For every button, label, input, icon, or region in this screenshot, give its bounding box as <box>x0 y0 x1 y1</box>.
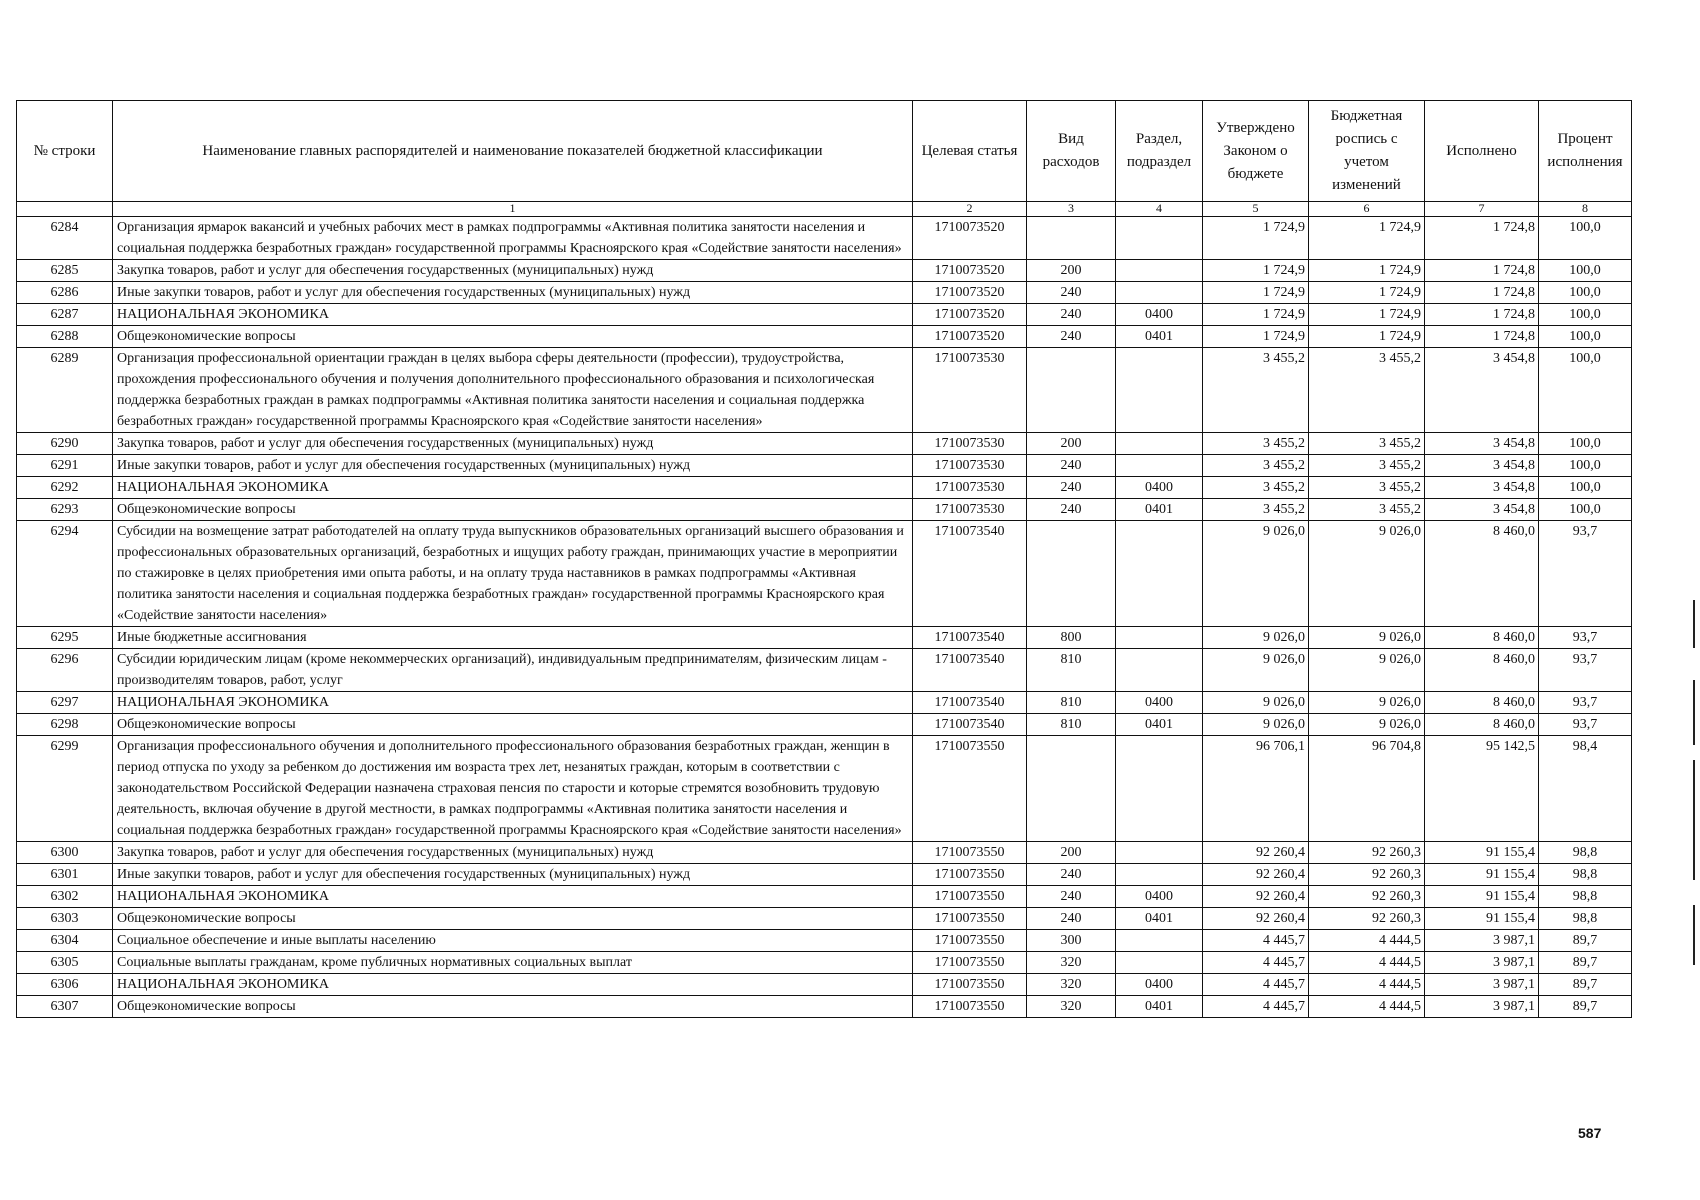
row-number-cell: 6297 <box>17 692 113 714</box>
executed-amount-cell: 3 454,8 <box>1425 433 1539 455</box>
budget-list-amount-cell: 1 724,9 <box>1309 326 1425 348</box>
table-row <box>17 348 1632 433</box>
percent-cell: 93,7 <box>1539 649 1632 692</box>
approved-amount-cell: 1 724,9 <box>1203 282 1309 304</box>
budget-list-amount-cell: 1 724,9 <box>1309 304 1425 326</box>
executed-amount-cell: 1 724,8 <box>1425 304 1539 326</box>
section-cell <box>1116 952 1203 974</box>
row-number-cell: 6306 <box>17 974 113 996</box>
percent-cell: 100,0 <box>1539 499 1632 521</box>
column-number: 5 <box>1203 202 1309 217</box>
table-row <box>17 886 1632 908</box>
column-number: 4 <box>1116 202 1203 217</box>
table-row <box>17 260 1632 282</box>
row-name-cell: Организация профессиональной ориентации граждан в целях выбора сферы деятельности (профессии), трудоустройства, прохождения профессионального обучения и получения дополнительного профессионального образования и психологическая поддержка безработных граждан в рамках подпрограммы «Активная политика занятости населения и социальная поддержка безработных граждан» государственной программы Красноярского края «Содействие занятости населения» <box>113 348 913 433</box>
expense-type-cell <box>1027 348 1116 433</box>
row-name-cell: Закупка товаров, работ и услуг для обеспечения государственных (муниципальных) нужд <box>113 433 913 455</box>
row-number-cell: 6300 <box>17 842 113 864</box>
section-cell <box>1116 433 1203 455</box>
row-number-cell: 6288 <box>17 326 113 348</box>
expense-type-cell: 240 <box>1027 455 1116 477</box>
approved-amount-cell: 4 445,7 <box>1203 996 1309 1018</box>
approved-amount-cell: 92 260,4 <box>1203 864 1309 886</box>
table-row <box>17 282 1632 304</box>
target-article-cell: 1710073550 <box>913 842 1027 864</box>
table-row <box>17 455 1632 477</box>
section-cell: 0401 <box>1116 996 1203 1018</box>
budget-list-amount-cell: 3 455,2 <box>1309 348 1425 433</box>
column-number: 6 <box>1309 202 1425 217</box>
executed-amount-cell: 1 724,8 <box>1425 326 1539 348</box>
executed-amount-cell: 3 454,8 <box>1425 499 1539 521</box>
target-article-cell: 1710073550 <box>913 996 1027 1018</box>
approved-amount-cell: 3 455,2 <box>1203 455 1309 477</box>
table-row <box>17 627 1632 649</box>
executed-amount-cell: 8 460,0 <box>1425 649 1539 692</box>
percent-cell: 100,0 <box>1539 304 1632 326</box>
budget-list-amount-cell: 1 724,9 <box>1309 282 1425 304</box>
target-article-cell: 1710073550 <box>913 864 1027 886</box>
executed-amount-cell: 91 155,4 <box>1425 864 1539 886</box>
target-article-cell: 1710073520 <box>913 260 1027 282</box>
column-number: 8 <box>1539 202 1632 217</box>
budget-list-amount-cell: 92 260,3 <box>1309 864 1425 886</box>
header-name: Наименование главных распорядителей и наименование показателей бюджетной классификации <box>113 101 913 202</box>
expense-type-cell: 320 <box>1027 974 1116 996</box>
table-row <box>17 521 1632 627</box>
target-article-cell: 1710073520 <box>913 217 1027 260</box>
row-number-cell: 6287 <box>17 304 113 326</box>
row-number-cell: 6296 <box>17 649 113 692</box>
approved-amount-cell: 1 724,9 <box>1203 217 1309 260</box>
section-cell: 0400 <box>1116 477 1203 499</box>
row-name-cell: Общеэкономические вопросы <box>113 714 913 736</box>
row-name-cell: Организация ярмарок вакансий и учебных рабочих мест в рамках подпрограммы «Активная политика занятости населения и социальная поддержка безработных граждан» государственной программы Красноярского края «Содействие занятости населения» <box>113 217 913 260</box>
executed-amount-cell: 1 724,8 <box>1425 282 1539 304</box>
percent-cell: 98,8 <box>1539 886 1632 908</box>
row-name-cell: Общеэкономические вопросы <box>113 326 913 348</box>
section-cell <box>1116 282 1203 304</box>
executed-amount-cell: 8 460,0 <box>1425 692 1539 714</box>
target-article-cell: 1710073540 <box>913 521 1027 627</box>
table-row <box>17 974 1632 996</box>
row-name-cell: Организация профессионального обучения и дополнительного профессионального образования безработных граждан, женщин в период отпуска по уходу за ребенком до достижения им возраста трех лет, незанятых граждан, которым в соответствии с законодательством Российской Федерации назначена страховая пенсия по старости и которые стремятся возобновить трудовую деятельность, включая обучение в другой местности, в рамках подпрограммы «Активная политика занятости населения и социальная поддержка безработных граждан» государственной программы Красноярского края «Содействие занятости населения» <box>113 736 913 842</box>
table-row <box>17 952 1632 974</box>
page-number: 587 <box>1578 1125 1602 1141</box>
executed-amount-cell: 3 987,1 <box>1425 930 1539 952</box>
row-number-cell: 6289 <box>17 348 113 433</box>
budget-list-amount-cell: 9 026,0 <box>1309 649 1425 692</box>
row-number-cell: 6295 <box>17 627 113 649</box>
executed-amount-cell: 3 454,8 <box>1425 477 1539 499</box>
section-cell <box>1116 842 1203 864</box>
approved-amount-cell: 4 445,7 <box>1203 930 1309 952</box>
header-approved: Утверждено Законом о бюджете <box>1203 101 1309 202</box>
row-name-cell: Иные закупки товаров, работ и услуг для обеспечения государственных (муниципальных) нужд <box>113 455 913 477</box>
table-row <box>17 842 1632 864</box>
percent-cell: 98,4 <box>1539 736 1632 842</box>
budget-list-amount-cell: 92 260,3 <box>1309 886 1425 908</box>
section-cell: 0401 <box>1116 714 1203 736</box>
expense-type-cell <box>1027 217 1116 260</box>
percent-cell: 100,0 <box>1539 477 1632 499</box>
table-header-row <box>17 101 1632 202</box>
table-body <box>17 202 1632 1018</box>
expense-type-cell: 810 <box>1027 649 1116 692</box>
expense-type-cell: 300 <box>1027 930 1116 952</box>
row-name-cell: Общеэкономические вопросы <box>113 908 913 930</box>
budget-list-amount-cell: 3 455,2 <box>1309 499 1425 521</box>
target-article-cell: 1710073530 <box>913 433 1027 455</box>
row-number-cell: 6307 <box>17 996 113 1018</box>
row-name-cell: Иные закупки товаров, работ и услуг для обеспечения государственных (муниципальных) нужд <box>113 282 913 304</box>
row-number-cell: 6292 <box>17 477 113 499</box>
percent-cell: 100,0 <box>1539 260 1632 282</box>
row-number-cell: 6304 <box>17 930 113 952</box>
executed-amount-cell: 8 460,0 <box>1425 521 1539 627</box>
section-cell: 0400 <box>1116 692 1203 714</box>
column-number: 1 <box>113 202 913 217</box>
budget-table <box>16 100 1632 1018</box>
header-executed: Исполнено <box>1425 101 1539 202</box>
budget-list-amount-cell: 4 444,5 <box>1309 974 1425 996</box>
row-name-cell: Иные бюджетные ассигнования <box>113 627 913 649</box>
budget-list-amount-cell: 1 724,9 <box>1309 217 1425 260</box>
expense-type-cell: 320 <box>1027 952 1116 974</box>
table-row <box>17 996 1632 1018</box>
table-row <box>17 304 1632 326</box>
section-cell <box>1116 521 1203 627</box>
expense-type-cell: 320 <box>1027 996 1116 1018</box>
row-name-cell: Субсидии на возмещение затрат работодателей на оплату труда выпускников образовательных организаций высшего образования и профессиональных образовательных организаций, безработных и ищущих работу граждан, принимающих участие в мероприятии по стажировке в целях приобретения ими опыта работы, и на оплату труда наставников в рамках подпрограммы «Активная политика занятости населения и социальная поддержка безработных граждан» государственной программы Красноярского края «Содействие занятости населения» <box>113 521 913 627</box>
section-cell: 0401 <box>1116 499 1203 521</box>
approved-amount-cell: 9 026,0 <box>1203 521 1309 627</box>
column-number: 3 <box>1027 202 1116 217</box>
percent-cell: 89,7 <box>1539 996 1632 1018</box>
table-row <box>17 217 1632 260</box>
header-expense-type: Вид расходов <box>1027 101 1116 202</box>
executed-amount-cell: 3 987,1 <box>1425 996 1539 1018</box>
target-article-cell: 1710073550 <box>913 974 1027 996</box>
row-number-cell: 6286 <box>17 282 113 304</box>
approved-amount-cell: 1 724,9 <box>1203 260 1309 282</box>
table-row <box>17 908 1632 930</box>
approved-amount-cell: 9 026,0 <box>1203 627 1309 649</box>
expense-type-cell: 800 <box>1027 627 1116 649</box>
budget-sheet <box>16 100 1631 1018</box>
expense-type-cell: 240 <box>1027 499 1116 521</box>
budget-list-amount-cell: 3 455,2 <box>1309 477 1425 499</box>
expense-type-cell: 810 <box>1027 692 1116 714</box>
section-cell: 0400 <box>1116 974 1203 996</box>
executed-amount-cell: 3 454,8 <box>1425 455 1539 477</box>
row-number-cell: 6298 <box>17 714 113 736</box>
scan-edge-mark <box>1693 760 1695 880</box>
target-article-cell: 1710073520 <box>913 326 1027 348</box>
column-number-blank <box>17 202 113 217</box>
target-article-cell: 1710073530 <box>913 348 1027 433</box>
scan-edge-mark <box>1693 680 1695 745</box>
percent-cell: 93,7 <box>1539 521 1632 627</box>
table-row <box>17 326 1632 348</box>
percent-cell: 98,8 <box>1539 908 1632 930</box>
section-cell <box>1116 930 1203 952</box>
executed-amount-cell: 1 724,8 <box>1425 260 1539 282</box>
executed-amount-cell: 1 724,8 <box>1425 217 1539 260</box>
expense-type-cell: 200 <box>1027 433 1116 455</box>
percent-cell: 89,7 <box>1539 974 1632 996</box>
section-cell <box>1116 455 1203 477</box>
row-name-cell: Общеэкономические вопросы <box>113 499 913 521</box>
scan-edge-mark <box>1693 600 1695 648</box>
table-row <box>17 692 1632 714</box>
executed-amount-cell: 95 142,5 <box>1425 736 1539 842</box>
row-number-cell: 6305 <box>17 952 113 974</box>
executed-amount-cell: 8 460,0 <box>1425 627 1539 649</box>
target-article-cell: 1710073540 <box>913 627 1027 649</box>
row-name-cell: НАЦИОНАЛЬНАЯ ЭКОНОМИКА <box>113 974 913 996</box>
budget-list-amount-cell: 96 704,8 <box>1309 736 1425 842</box>
table-row <box>17 499 1632 521</box>
expense-type-cell: 240 <box>1027 886 1116 908</box>
target-article-cell: 1710073540 <box>913 692 1027 714</box>
executed-amount-cell: 91 155,4 <box>1425 908 1539 930</box>
expense-type-cell: 240 <box>1027 908 1116 930</box>
expense-type-cell: 200 <box>1027 260 1116 282</box>
executed-amount-cell: 3 987,1 <box>1425 974 1539 996</box>
section-cell: 0401 <box>1116 908 1203 930</box>
target-article-cell: 1710073540 <box>913 714 1027 736</box>
row-number-cell: 6284 <box>17 217 113 260</box>
header-target: Целевая статья <box>913 101 1027 202</box>
target-article-cell: 1710073530 <box>913 499 1027 521</box>
target-article-cell: 1710073520 <box>913 304 1027 326</box>
executed-amount-cell: 3 987,1 <box>1425 952 1539 974</box>
percent-cell: 93,7 <box>1539 627 1632 649</box>
row-number-cell: 6291 <box>17 455 113 477</box>
section-cell <box>1116 864 1203 886</box>
percent-cell: 100,0 <box>1539 348 1632 433</box>
row-name-cell: НАЦИОНАЛЬНАЯ ЭКОНОМИКА <box>113 304 913 326</box>
expense-type-cell: 240 <box>1027 477 1116 499</box>
expense-type-cell <box>1027 521 1116 627</box>
section-cell: 0400 <box>1116 304 1203 326</box>
row-name-cell: НАЦИОНАЛЬНАЯ ЭКОНОМИКА <box>113 886 913 908</box>
row-name-cell: НАЦИОНАЛЬНАЯ ЭКОНОМИКА <box>113 692 913 714</box>
approved-amount-cell: 3 455,2 <box>1203 499 1309 521</box>
percent-cell: 100,0 <box>1539 433 1632 455</box>
budget-list-amount-cell: 9 026,0 <box>1309 627 1425 649</box>
header-percent: Процент исполнения <box>1539 101 1632 202</box>
row-name-cell: Социальное обеспечение и иные выплаты населению <box>113 930 913 952</box>
scan-edge-mark <box>1693 905 1695 965</box>
percent-cell: 93,7 <box>1539 714 1632 736</box>
budget-list-amount-cell: 9 026,0 <box>1309 714 1425 736</box>
section-cell <box>1116 649 1203 692</box>
row-number-cell: 6303 <box>17 908 113 930</box>
expense-type-cell: 810 <box>1027 714 1116 736</box>
row-name-cell: Социальные выплаты гражданам, кроме публичных нормативных социальных выплат <box>113 952 913 974</box>
expense-type-cell: 200 <box>1027 842 1116 864</box>
expense-type-cell: 240 <box>1027 304 1116 326</box>
percent-cell: 93,7 <box>1539 692 1632 714</box>
section-cell <box>1116 260 1203 282</box>
table-row <box>17 864 1632 886</box>
budget-list-amount-cell: 3 455,2 <box>1309 433 1425 455</box>
row-name-cell: Общеэкономические вопросы <box>113 996 913 1018</box>
executed-amount-cell: 91 155,4 <box>1425 842 1539 864</box>
executed-amount-cell: 8 460,0 <box>1425 714 1539 736</box>
target-article-cell: 1710073530 <box>913 455 1027 477</box>
approved-amount-cell: 9 026,0 <box>1203 649 1309 692</box>
header-budget-list: Бюджетная роспись с учетом изменений <box>1309 101 1425 202</box>
budget-list-amount-cell: 9 026,0 <box>1309 692 1425 714</box>
target-article-cell: 1710073540 <box>913 649 1027 692</box>
budget-list-amount-cell: 9 026,0 <box>1309 521 1425 627</box>
row-number-cell: 6294 <box>17 521 113 627</box>
budget-list-amount-cell: 4 444,5 <box>1309 996 1425 1018</box>
row-number-cell: 6301 <box>17 864 113 886</box>
approved-amount-cell: 9 026,0 <box>1203 692 1309 714</box>
budget-list-amount-cell: 92 260,3 <box>1309 842 1425 864</box>
percent-cell: 100,0 <box>1539 326 1632 348</box>
row-number-cell: 6290 <box>17 433 113 455</box>
approved-amount-cell: 92 260,4 <box>1203 842 1309 864</box>
table-row <box>17 477 1632 499</box>
percent-cell: 98,8 <box>1539 864 1632 886</box>
column-number-row <box>17 202 1632 217</box>
executed-amount-cell: 91 155,4 <box>1425 886 1539 908</box>
column-number: 7 <box>1425 202 1539 217</box>
section-cell <box>1116 627 1203 649</box>
approved-amount-cell: 4 445,7 <box>1203 952 1309 974</box>
approved-amount-cell: 4 445,7 <box>1203 974 1309 996</box>
percent-cell: 89,7 <box>1539 930 1632 952</box>
table-row <box>17 930 1632 952</box>
section-cell: 0401 <box>1116 326 1203 348</box>
percent-cell: 100,0 <box>1539 217 1632 260</box>
approved-amount-cell: 3 455,2 <box>1203 433 1309 455</box>
approved-amount-cell: 3 455,2 <box>1203 348 1309 433</box>
table-row <box>17 714 1632 736</box>
header-section: Раздел, подраздел <box>1116 101 1203 202</box>
approved-amount-cell: 1 724,9 <box>1203 326 1309 348</box>
target-article-cell: 1710073550 <box>913 952 1027 974</box>
row-number-cell: 6302 <box>17 886 113 908</box>
section-cell: 0400 <box>1116 886 1203 908</box>
column-number: 2 <box>913 202 1027 217</box>
table-row <box>17 736 1632 842</box>
budget-list-amount-cell: 92 260,3 <box>1309 908 1425 930</box>
table-row <box>17 649 1632 692</box>
table-row <box>17 433 1632 455</box>
approved-amount-cell: 92 260,4 <box>1203 908 1309 930</box>
budget-list-amount-cell: 4 444,5 <box>1309 930 1425 952</box>
approved-amount-cell: 1 724,9 <box>1203 304 1309 326</box>
section-cell <box>1116 736 1203 842</box>
budget-list-amount-cell: 3 455,2 <box>1309 455 1425 477</box>
target-article-cell: 1710073550 <box>913 736 1027 842</box>
expense-type-cell: 240 <box>1027 282 1116 304</box>
section-cell <box>1116 217 1203 260</box>
budget-list-amount-cell: 4 444,5 <box>1309 952 1425 974</box>
approved-amount-cell: 96 706,1 <box>1203 736 1309 842</box>
target-article-cell: 1710073550 <box>913 908 1027 930</box>
percent-cell: 89,7 <box>1539 952 1632 974</box>
header-row-no: № строки <box>17 101 113 202</box>
expense-type-cell <box>1027 736 1116 842</box>
row-name-cell: Закупка товаров, работ и услуг для обеспечения государственных (муниципальных) нужд <box>113 842 913 864</box>
expense-type-cell: 240 <box>1027 326 1116 348</box>
row-number-cell: 6299 <box>17 736 113 842</box>
target-article-cell: 1710073520 <box>913 282 1027 304</box>
section-cell <box>1116 348 1203 433</box>
percent-cell: 98,8 <box>1539 842 1632 864</box>
row-number-cell: 6293 <box>17 499 113 521</box>
row-number-cell: 6285 <box>17 260 113 282</box>
target-article-cell: 1710073550 <box>913 886 1027 908</box>
row-name-cell: Субсидии юридическим лицам (кроме некоммерческих организаций), индивидуальным предпринимателям, физическим лицам - производителям товаров, работ, услуг <box>113 649 913 692</box>
row-name-cell: Закупка товаров, работ и услуг для обеспечения государственных (муниципальных) нужд <box>113 260 913 282</box>
target-article-cell: 1710073530 <box>913 477 1027 499</box>
row-name-cell: НАЦИОНАЛЬНАЯ ЭКОНОМИКА <box>113 477 913 499</box>
percent-cell: 100,0 <box>1539 282 1632 304</box>
expense-type-cell: 240 <box>1027 864 1116 886</box>
executed-amount-cell: 3 454,8 <box>1425 348 1539 433</box>
approved-amount-cell: 9 026,0 <box>1203 714 1309 736</box>
target-article-cell: 1710073550 <box>913 930 1027 952</box>
approved-amount-cell: 92 260,4 <box>1203 886 1309 908</box>
budget-list-amount-cell: 1 724,9 <box>1309 260 1425 282</box>
approved-amount-cell: 3 455,2 <box>1203 477 1309 499</box>
percent-cell: 100,0 <box>1539 455 1632 477</box>
row-name-cell: Иные закупки товаров, работ и услуг для обеспечения государственных (муниципальных) нужд <box>113 864 913 886</box>
